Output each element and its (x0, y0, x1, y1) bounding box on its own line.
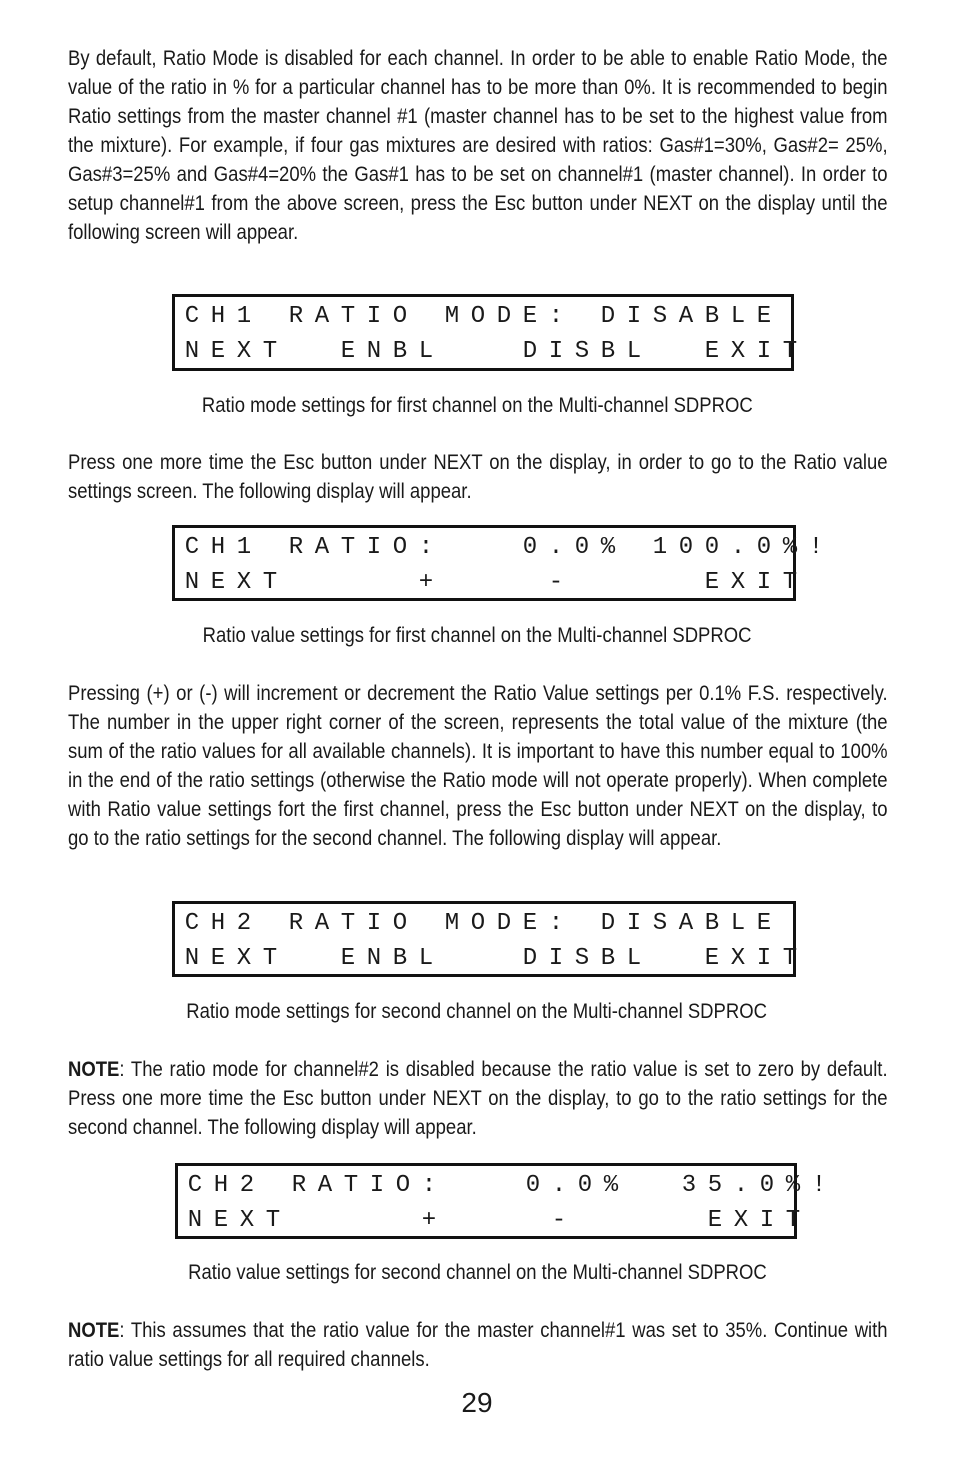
lcd-display-ch2-ratio-mode (172, 901, 796, 977)
lcd-row-2: N E X T E N B L D I S B L E X I T (184, 945, 798, 972)
caption-ch2-ratio-mode (0, 997, 954, 1025)
intro-paragraph (68, 44, 888, 247)
lcd-row-2: N E X T + - E X I T (187, 1207, 801, 1234)
note-paragraph-1-text (68, 1055, 888, 1142)
note-paragraph-1 (68, 1055, 888, 1142)
lcd-row-1: C H 2 R A T I O M O D E : D I S A B L E (184, 910, 772, 937)
lcd-row-2: N E X T + - E X I T (184, 569, 798, 596)
esc-next-paragraph (68, 448, 888, 506)
note-body: : This assumes that the ratio value for the master channel#1 was set to 35%. Continue with ratio value settings for all required channels. (68, 1318, 888, 1371)
lcd-row-2: N E X T E N B L D I S B L E X I T (184, 338, 798, 365)
caption-ch1-ratio-value (0, 621, 954, 649)
increment-paragraph (68, 679, 888, 853)
lcd-display-ch2-ratio-value (175, 1163, 827, 1239)
note-label: NOTE (68, 1318, 120, 1342)
lcd-display-ch1-ratio-mode (172, 294, 798, 371)
lcd-row-1: C H 1 R A T I O : 0 . 0 % 1 0 0 . 0 % ! (184, 534, 824, 561)
note-paragraph-2-text (68, 1316, 888, 1374)
intro-paragraph-text: By default, Ratio Mode is disabled for each channel. In order to be able to enable Ratio Mode, the value of the ratio in % for a particular channel has to be more than 0%. It is recommended to begin Ratio settings from the master channel #1 (master channel has to be set to the highest value from the mixture). For example, if four gas mixtures are desired with ratios: Gas#1=30%, Gas#2= 25%, Gas#3=25% and Gas#4=20% the Gas#1 has to be set on channel#1 (master channel). In order to setup channel#1 from the above screen, press the Esc button under NEXT on the display until the following screen will appear. (68, 46, 888, 244)
caption-ch2-ratio-value (0, 1258, 954, 1286)
lcd-row-1: C H 1 R A T I O M O D E : D I S A B L E (184, 303, 772, 330)
lcd-row-1: C H 2 R A T I O : 0 . 0 % 3 5 . 0 % ! (187, 1172, 827, 1199)
caption-ch1-ratio-mode (0, 391, 954, 419)
caption-text: Ratio value settings for first channel on the Multi-channel SDPROC (202, 623, 752, 647)
page-number: 29 (461, 1387, 493, 1418)
caption-text: Ratio mode settings for second channel on the Multi-channel SDPROC (186, 999, 768, 1023)
lcd-display-ch1-ratio-value (172, 525, 824, 601)
esc-next-paragraph-text: Press one more time the Esc button under NEXT on the display, in order to go to the Ratio value settings screen. The following display will appear. (68, 450, 888, 503)
note-body: : The ratio mode for channel#2 is disabled because the ratio value is set to zero by default. Press one more time the Esc button under NEXT on the display, to go to the ratio settings for the second channel. The following display will appear. (68, 1057, 888, 1139)
note-label: NOTE (68, 1057, 120, 1081)
increment-paragraph-text: Pressing (+) or (-) will increment or decrement the Ratio Value settings per 0.1% F.S. respectively. The number in the upper right corner of the screen, represents the total value of the mixture (the sum of the ratio values for all available channels). It is important to have this number equal to 100% in the end of the ratio settings (otherwise the Ratio mode will not operate properly). When complete with Ratio value settings fort the first channel, press the Esc button under NEXT on the display, to go to the ratio settings for the second channel. The following display will appear. (68, 681, 888, 850)
caption-text: Ratio mode settings for first channel on the Multi-channel SDPROC (201, 393, 753, 417)
caption-text: Ratio value settings for second channel on the Multi-channel SDPROC (187, 1260, 767, 1284)
note-paragraph-2 (68, 1316, 888, 1374)
